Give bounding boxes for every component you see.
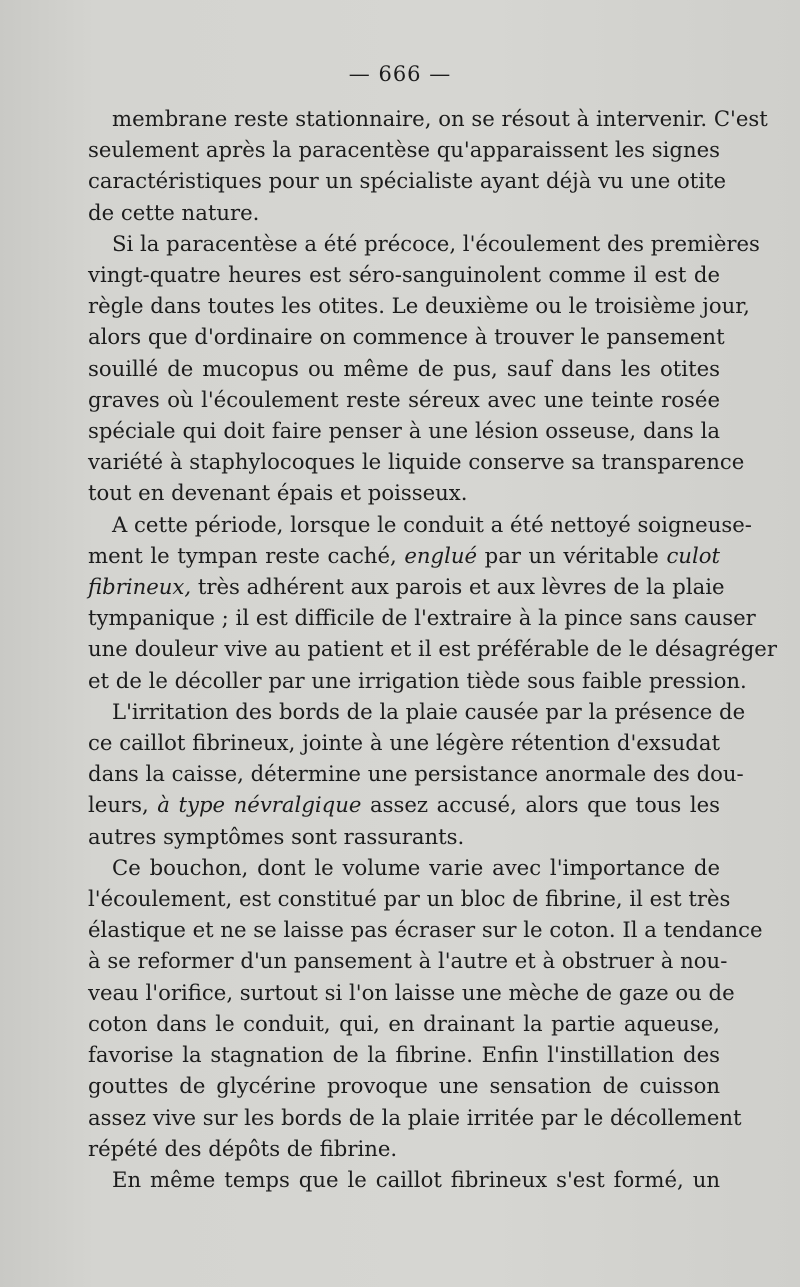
text-line: veau l'orifice, surtout si l'on laisse une mèche de gaze ou de — [88, 979, 735, 1005]
text-line: à se reformer d'un pansement à l'autre et à obstruer à nou- — [88, 948, 728, 974]
text-line: leurs, à type névralgique assez accusé, alors que tous les — [88, 792, 721, 818]
text-line: règle dans toutes les otites. Le deuxième ou le troisième jour, — [88, 293, 750, 319]
paragraph — [88, 509, 777, 696]
text-line: L'irritation des bords de la plaie causée par la présence de — [112, 698, 746, 724]
text-line: ce caillot fibrineux, jointe à une légère rétention d'exsudat — [88, 730, 720, 756]
text-line: Ce bouchon, dont le volume varie avec l'importance de — [112, 854, 720, 880]
text-line: En même temps que le caillot fibrineux s'est formé, un — [112, 1166, 720, 1192]
text-line: une douleur vive au patient et il est préférable de le désagréger — [88, 636, 777, 662]
paragraph — [88, 852, 763, 1164]
text-line: élastique et ne se laisse pas écraser sur le coton. Il a tendance — [88, 917, 763, 943]
text-line: répété des dépôts de fibrine. — [88, 1135, 398, 1161]
text-line: fibrineux, très adhérent aux parois et aux lèvres de la plaie — [88, 574, 725, 600]
text-line: graves où l'écoulement reste séreux avec une teinte rosée — [88, 386, 720, 412]
text-line: l'écoulement, est constitué par un bloc de fibrine, il est très — [88, 886, 731, 912]
paragraph — [88, 228, 760, 509]
text-line: ment le tympan reste caché, englué par un véritable culot — [88, 542, 720, 568]
italic-text: culot — [666, 542, 720, 568]
text-line: tout en devenant épais et poisseux. — [88, 480, 468, 506]
text-line: et de le décoller par une irrigation tiède sous faible pression. — [88, 667, 747, 693]
text-line: gouttes de glycérine provoque une sensation de cuisson — [88, 1073, 720, 1099]
italic-text: à type névralgique — [157, 792, 362, 818]
text-line: favorise la stagnation de la fibrine. Enfin l'instillation des — [88, 1042, 720, 1068]
text-line: seulement après la paracentèse qu'apparaissent les signes — [88, 137, 721, 163]
paragraph — [88, 1164, 720, 1195]
italic-text: fibrineux, — [88, 574, 192, 600]
text-line: de cette nature. — [88, 199, 260, 225]
text-line: dans la caisse, détermine une persistance anormale des dou- — [88, 761, 744, 787]
text-line: spéciale qui doit faire penser à une lésion osseuse, dans la — [88, 418, 720, 444]
italic-text: englué — [404, 542, 478, 568]
paragraph — [88, 103, 768, 228]
text-line: autres symptômes sont rassurants. — [88, 823, 465, 849]
text-line: alors que d'ordinaire on commence à trouver le pansement — [88, 324, 725, 350]
page-number: — 666 — — [348, 62, 452, 86]
text-line: souillé de mucopus ou même de pus, sauf dans les otites — [88, 355, 720, 381]
text-line: Si la paracentèse a été précoce, l'écoulement des premières — [112, 230, 760, 256]
text-line: A cette période, lorsque le conduit a été nettoyé soigneuse- — [112, 511, 752, 537]
text-line: coton dans le conduit, qui, en drainant la partie aqueuse, — [88, 1010, 720, 1036]
text-line: tympanique ; il est difficile de l'extraire à la pince sans causer — [88, 605, 756, 631]
body-text — [88, 103, 777, 1195]
text-line: caractéristiques pour un spécialiste ayant déjà vu une otite — [88, 168, 727, 194]
text-line: variété à staphylocoques le liquide conserve sa transparence — [88, 449, 745, 475]
text-line: assez vive sur les bords de la plaie irritée par le décollement — [88, 1104, 742, 1130]
paragraph — [88, 696, 746, 852]
text-line: vingt-quatre heures est séro-sanguinolent comme il est de — [88, 262, 720, 288]
text-line: membrane reste stationnaire, on se résout à intervenir. C'est — [112, 106, 768, 131]
